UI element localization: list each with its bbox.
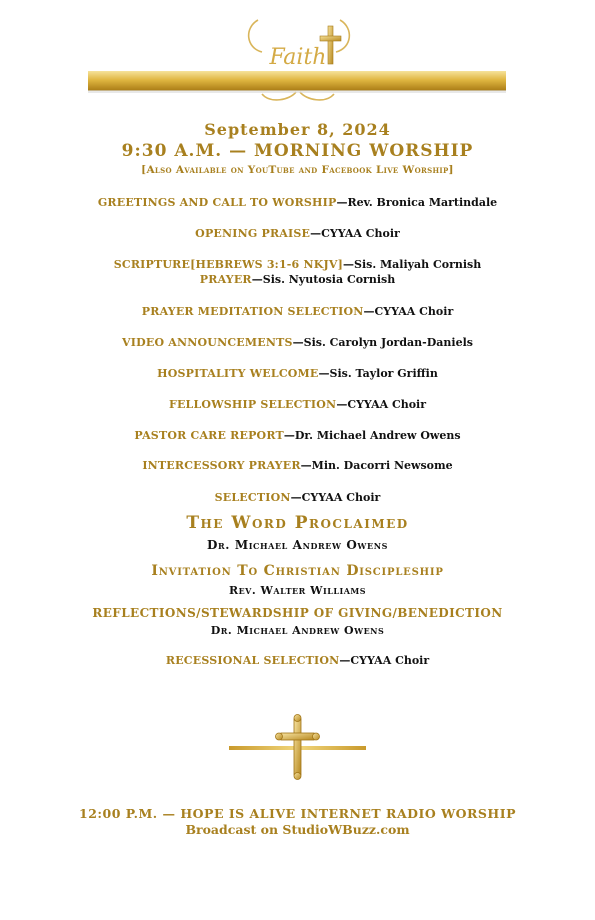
order-item: PASTOR CARE REPORT—Dr. Michael Andrew Owens xyxy=(134,429,461,442)
order-item-person: CYYAA Choir xyxy=(321,227,400,240)
order-item-label: VIDEO ANNOUNCEMENTS xyxy=(122,336,293,349)
faith-header-graphic xyxy=(0,0,595,110)
order-item: PRAYER—Sis. Nyutosia Cornish xyxy=(199,273,396,286)
order-item-person: CYYAA Choir xyxy=(347,398,427,411)
recessional-label: RECESSIONAL SELECTION xyxy=(165,654,340,667)
order-item-person: Rev. Bronica Martindale xyxy=(347,196,498,209)
order-item: GREETINGS AND CALL TO WORSHIP—Rev. Bronica Martindale xyxy=(97,196,498,209)
order-item-person: Sis. Nyutosia Cornish xyxy=(262,273,396,286)
order-item-label: HOSPITALITY WELCOME xyxy=(157,367,319,380)
order-item-person: Sis. Taylor Griffin xyxy=(329,367,438,380)
order-item-label: OPENING PRAISE xyxy=(195,227,311,240)
streaming-note: [Also Available on YouTube and Facebook Live Worship] xyxy=(141,164,454,176)
order-item-label: GREETINGS AND CALL TO WORSHIP xyxy=(97,196,337,209)
order-item: FELLOWSHIP SELECTION—CYYAA Choir xyxy=(168,398,427,411)
order-item-label: INTERCESSORY PRAYER xyxy=(142,459,301,472)
order-item: PRAYER MEDITATION SELECTION—CYYAA Choir xyxy=(141,305,454,318)
order-item: OPENING PRAISE—CYYAA Choir xyxy=(195,227,400,240)
order-item-label: SELECTION xyxy=(214,491,291,504)
order-item-label: PRAYER MEDITATION SELECTION xyxy=(141,305,364,318)
order-item-person: Min. Dacorri Newsome xyxy=(311,459,453,472)
recessional-person: CYYAA Choir xyxy=(350,654,430,667)
order-item: HOSPITALITY WELCOME—Sis. Taylor Griffin xyxy=(157,367,438,380)
invitation-title: Invitation To Christian Discipleship xyxy=(151,563,444,579)
sermon-title: The Word Proclaimed xyxy=(186,513,409,533)
order-item: VIDEO ANNOUNCEMENTS—Sis. Carolyn Jordan-Daniels xyxy=(122,336,473,349)
order-item: SELECTION—CYYAA Choir xyxy=(214,491,381,504)
order-item-label: FELLOWSHIP SELECTION xyxy=(168,398,337,411)
order-item-person: Dr. Michael Andrew Owens xyxy=(294,429,461,442)
order-item-person: CYYAA Choir xyxy=(374,305,454,318)
order-item: INTERCESSORY PRAYER—Min. Dacorri Newsome xyxy=(142,459,453,472)
order-item-person: CYYAA Choir xyxy=(301,491,381,504)
order-item-label: SCRIPTURE[HEBREWS 3:1-6 NKJV] xyxy=(113,258,344,271)
invitation-leader: Rev. Walter Williams xyxy=(228,584,367,597)
faith-logo-word: Faith xyxy=(269,45,327,70)
order-item-label: PASTOR CARE REPORT xyxy=(134,429,284,442)
order-item: SCRIPTURE[HEBREWS 3:1-6 NKJV]—Sis. Maliyah Cornish xyxy=(113,258,482,271)
reflections-title: REFLECTIONS/STEWARDSHIP OF GIVING/BENEDICTION xyxy=(92,606,503,620)
radio-worship-line: 12:00 P.M. — HOPE IS ALIVE INTERNET RADIO WORSHIP xyxy=(79,806,516,821)
reflections-leader: Dr. Michael Andrew Owens xyxy=(210,624,385,637)
gold-bar xyxy=(88,71,506,91)
order-item-person: Sis. Maliyah Cornish xyxy=(354,258,482,271)
order-item-label: PRAYER xyxy=(199,273,252,286)
sermon-preacher: Dr. Michael Andrew Owens xyxy=(207,538,388,552)
cross-ornament-icon xyxy=(225,713,370,783)
service-time-title: 9:30 A.M. — MORNING WORSHIP xyxy=(121,141,474,161)
service-date: September 8, 2024 xyxy=(204,120,391,139)
broadcast-line: Broadcast on StudioWBuzz.com xyxy=(185,822,410,837)
order-item-person: Sis. Carolyn Jordan-Daniels xyxy=(303,336,473,349)
recessional-item: RECESSIONAL SELECTION—CYYAA Choir xyxy=(165,654,430,667)
